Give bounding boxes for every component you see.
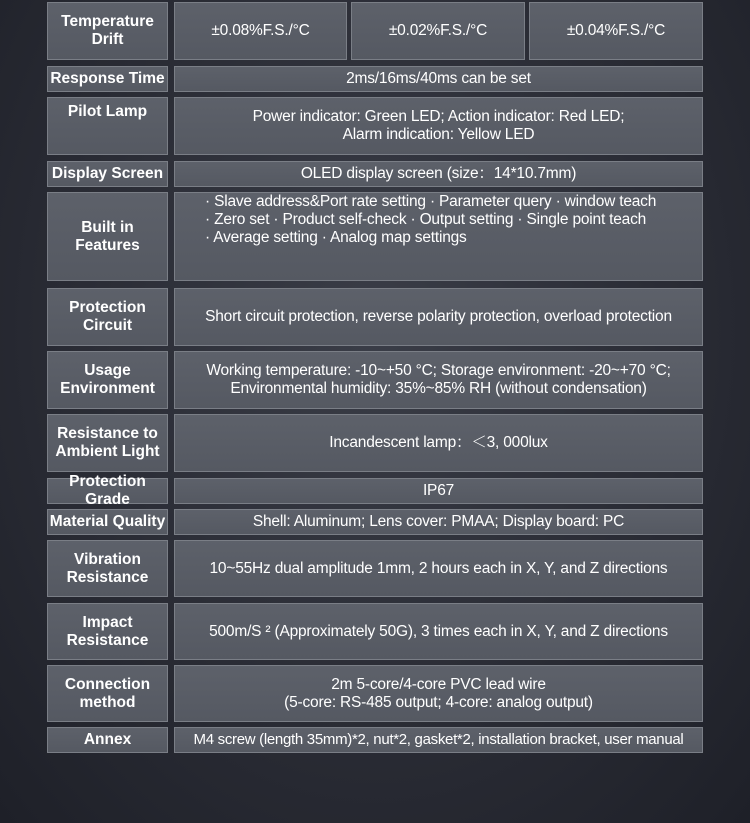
temperature-drift-value-2: ±0.02%F.S./°C (351, 2, 525, 60)
ambient-light-label (47, 414, 168, 472)
pilot-lamp-label: Pilot Lamp (47, 97, 168, 155)
vibration-resistance-label (47, 540, 168, 597)
ambient-light-label-line1: Resistance to (57, 425, 158, 442)
temperature-drift-value-3: ±0.04%F.S./°C (529, 2, 703, 60)
vibration-resistance-value: 10~55Hz dual amplitude 1mm, 2 hours each in X, Y, and Z directions (174, 540, 703, 597)
annex-value: M4 screw (length 35mm)*2, nut*2, gasket*2, installation bracket, user manual (174, 727, 703, 753)
built-in-features-label: Built in Features (47, 192, 168, 281)
protection-grade-value: IP67 (174, 478, 703, 504)
response-time-label: Response Time (47, 66, 168, 92)
pilot-lamp-value (174, 97, 703, 155)
protection-circuit-label (47, 288, 168, 346)
usage-environment-value-line1: Working temperature: -10~+50 °C; Storage environment: -20~+70 °C; (206, 362, 671, 379)
usage-environment-value-line2: Environmental humidity: 35%~85% RH (without condensation) (230, 380, 647, 397)
protection-grade-label: Protection Grade (47, 478, 168, 504)
connection-method-value-line2: (5-core: RS-485 output; 4-core: analog output) (284, 693, 593, 711)
temperature-drift-label-line2: Drift (91, 31, 124, 48)
protection-circuit-label-line1: Protection (69, 299, 146, 316)
temperature-drift-label-line1: Temperature (61, 13, 154, 30)
impact-resistance-label (47, 603, 168, 660)
display-screen-label: Display Screen (47, 161, 168, 187)
usage-environment-label-line2: Environment (60, 380, 155, 397)
vibration-resistance-label-line1: Vibration (74, 550, 141, 568)
usage-environment-value (174, 351, 703, 409)
pilot-lamp-value-line1: Power indicator: Green LED; Action indicator: Red LED; (252, 108, 625, 125)
display-screen-value: OLED display screen (size：14*10.7mm) (174, 161, 703, 187)
ambient-light-label-line2: Ambient Light (55, 443, 160, 460)
protection-circuit-value: Short circuit protection, reverse polarity protection, overload protection (174, 288, 703, 346)
protection-circuit-label-line2: Circuit (82, 317, 133, 334)
built-in-features-line3: · Average setting · Analog map settings (205, 229, 467, 246)
usage-environment-label (47, 351, 168, 409)
connection-method-label-line2: method (79, 693, 136, 711)
connection-method-value (174, 665, 703, 722)
impact-resistance-label-line2: Resistance (66, 631, 149, 649)
impact-resistance-value: 500m/S ² (Approximately 50G), 3 times each in X, Y, and Z directions (174, 603, 703, 660)
material-quality-value: Shell: Aluminum; Lens cover: PMAA; Display board: PC (174, 509, 703, 535)
temperature-drift-value-1: ±0.08%F.S./°C (174, 2, 347, 60)
impact-resistance-label-line1: Impact (82, 613, 133, 631)
material-quality-label: Material Quality (47, 509, 168, 535)
usage-environment-label-line1: Usage (84, 362, 131, 379)
ambient-light-value: Incandescent lamp：＜3, 000lux (174, 414, 703, 472)
built-in-features-line1: · Slave address&Port rate setting · Parameter query · window teach (205, 193, 657, 210)
response-time-value: 2ms/16ms/40ms can be set (174, 66, 703, 92)
annex-label: Annex (47, 727, 168, 753)
temperature-drift-label (47, 2, 168, 60)
built-in-features-value (174, 192, 703, 281)
connection-method-label-line1: Connection (64, 675, 151, 693)
connection-method-label (47, 665, 168, 722)
pilot-lamp-value-line2: Alarm indication: Yellow LED (342, 126, 535, 143)
built-in-features-line2: · Zero set · Product self-check · Output setting · Single point teach (205, 211, 647, 228)
vibration-resistance-label-line2: Resistance (66, 568, 149, 586)
connection-method-value-line1: 2m 5-core/4-core PVC lead wire (331, 675, 546, 693)
